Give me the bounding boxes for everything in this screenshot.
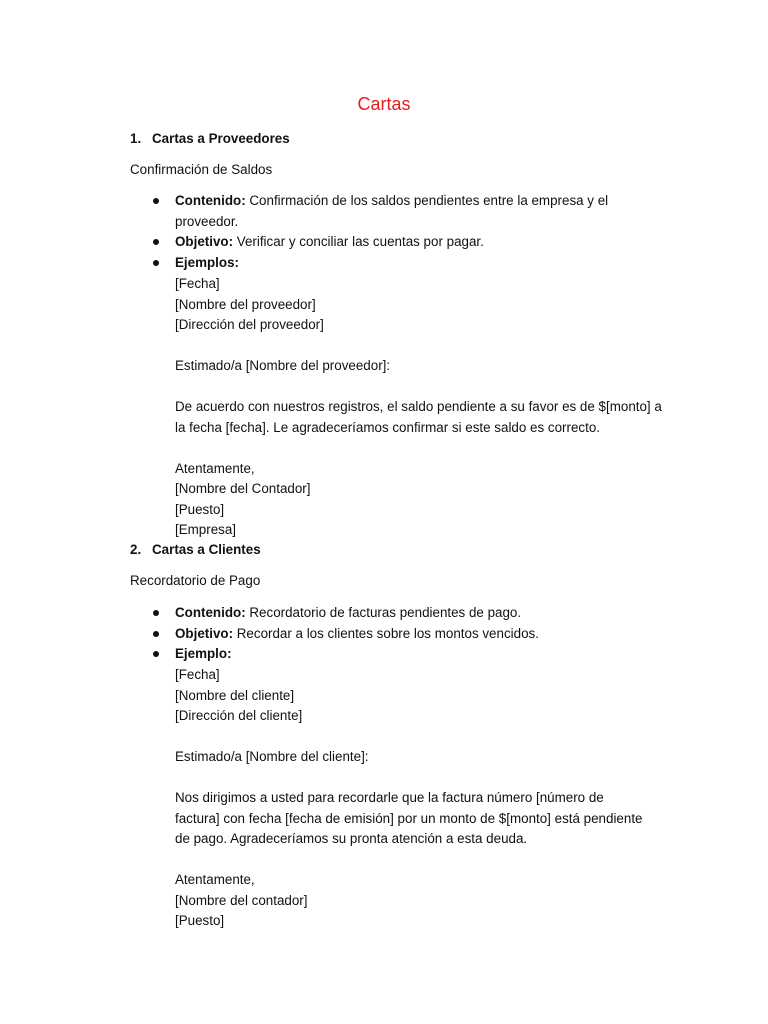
section-heading xyxy=(130,540,261,560)
letter-closing: Atentamente, xyxy=(175,872,255,887)
letter-body: De acuerdo con nuestros registros, el saldo pendiente a su favor es de $[monto] a la fecha [fecha]. Le agradeceríamos confirmar si este saldo es correcto. xyxy=(175,399,662,435)
section-subheading: Confirmación de Saldos xyxy=(130,162,273,177)
letter-line: [Fecha] xyxy=(175,276,220,291)
bullet-label: Contenido: xyxy=(175,605,246,620)
letter-signature: [Empresa] xyxy=(175,522,237,537)
bullet-list xyxy=(175,603,675,665)
bullet-text: Confirmación de los saldos pendientes entre la empresa y el proveedor. xyxy=(175,193,609,229)
letter-line: [Nombre del cliente] xyxy=(175,687,295,703)
bullet-item xyxy=(175,191,675,232)
letter-body: Nos dirigimos a usted para recordarle que la factura número [número de factura] con fecha [fecha de emisión] por un monto de $[monto] está pendiente de pago. Agradeceríamos su pronta atención a esta deuda. xyxy=(175,790,643,846)
bullet-label: Ejemplo: xyxy=(175,646,232,662)
example-letter xyxy=(175,665,645,932)
letter-line: [Dirección del proveedor] xyxy=(175,317,324,332)
letter-line: [Nombre del proveedor] xyxy=(175,296,316,312)
bullet-item xyxy=(175,253,675,274)
letter-closing: Atentamente, xyxy=(175,460,255,476)
bullet-item xyxy=(175,603,675,624)
section-number: 1. xyxy=(130,131,142,146)
bullet-item xyxy=(175,232,675,253)
bullet-label: Ejemplos: xyxy=(175,254,239,270)
section-subheading: Recordatorio de Pago xyxy=(130,573,261,588)
letter-signature: [Nombre del Contador] xyxy=(175,481,311,496)
letter-signature: [Puesto] xyxy=(175,501,225,517)
letter-line: [Fecha] xyxy=(175,667,220,682)
letter-line: [Dirección del cliente] xyxy=(175,708,303,723)
example-letter xyxy=(175,274,675,541)
bullet-label: Objetivo: xyxy=(175,625,234,641)
letter-signature: [Puesto] xyxy=(175,913,225,928)
bullet-text: Recordatorio de facturas pendientes de pago. xyxy=(245,605,522,620)
bullet-text: Verificar y conciliar las cuentas por pagar. xyxy=(233,234,484,250)
document-title: Cartas xyxy=(357,94,411,114)
bullet-item xyxy=(175,644,675,665)
bullet-item xyxy=(175,624,675,645)
letter-greeting: Estimado/a [Nombre del cliente]: xyxy=(175,749,369,764)
bullet-label: Contenido: xyxy=(175,193,246,208)
letter-signature: [Nombre del contador] xyxy=(175,892,308,908)
bullet-text: Recordar a los clientes sobre los montos vencidos. xyxy=(233,625,539,641)
bullet-label: Objetivo: xyxy=(175,234,234,250)
section-title: Cartas a Proveedores xyxy=(152,131,290,146)
section-title: Cartas a Clientes xyxy=(152,542,261,557)
bullet-list xyxy=(175,191,675,273)
section-heading xyxy=(130,129,290,149)
letter-greeting: Estimado/a [Nombre del proveedor]: xyxy=(175,358,391,373)
section-number: 2. xyxy=(130,542,142,557)
